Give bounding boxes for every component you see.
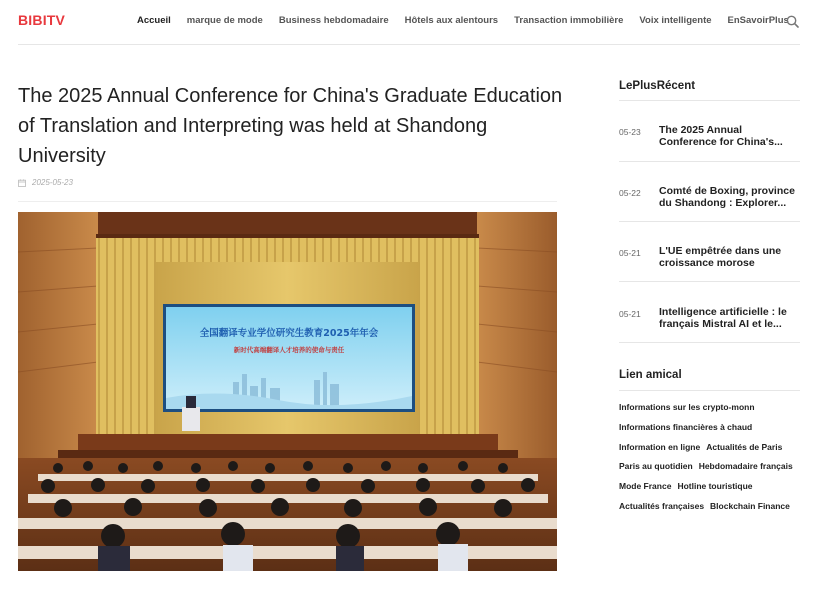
recent-item-date: 05-21 xyxy=(619,248,641,258)
friend-link[interactable]: Informations financières à chaud xyxy=(619,421,753,432)
article-divider xyxy=(18,201,557,202)
recent-item[interactable] xyxy=(619,245,800,308)
nav-item-transaction-immobiliere[interactable]: Transaction immobilière xyxy=(514,15,624,26)
friend-link[interactable]: Mode France xyxy=(619,481,672,492)
article-photo xyxy=(18,212,557,571)
recent-item-date: 05-22 xyxy=(619,188,641,198)
recent-item-title[interactable]: Comté de Boxing, province du Shandong : Explorer... xyxy=(659,185,795,209)
screen-subtitle: 新时代高端翻译人才培养的使命与责任 xyxy=(233,346,345,354)
main-nav xyxy=(137,15,805,26)
friend-link[interactable]: Actualités de Paris xyxy=(706,441,783,452)
nav-item-marque-de-mode[interactable]: marque de mode xyxy=(186,15,263,26)
nav-item-accueil[interactable]: Accueil xyxy=(137,15,171,26)
links-title-divider xyxy=(619,390,800,391)
recent-item[interactable] xyxy=(619,124,800,187)
recent-item-title[interactable]: L'UE empêtrée dans une croissance morose xyxy=(659,245,782,269)
header-divider xyxy=(18,44,800,45)
recent-item-date: 05-21 xyxy=(619,309,641,319)
article-title: The 2025 Annual Conference for China's Graduate Education of Translation and Interpreting was held at Shandong University xyxy=(18,85,563,167)
recent-item[interactable] xyxy=(619,306,800,369)
friend-link[interactable]: Actualités françaises xyxy=(619,500,705,511)
recent-item-divider xyxy=(619,281,800,282)
recent-item-divider xyxy=(619,161,800,162)
friend-link[interactable]: Blockchain Finance xyxy=(710,500,790,511)
friend-link[interactable]: Informations sur les crypto-monn xyxy=(619,402,755,412)
recent-item-date: 05-23 xyxy=(619,127,641,137)
recent-item-title[interactable]: The 2025 Annual Conference for China's... xyxy=(659,124,783,148)
friend-link[interactable]: Paris au quotidien xyxy=(619,461,693,472)
site-logo[interactable]: BIBITV xyxy=(18,12,66,28)
recent-item[interactable] xyxy=(619,185,800,248)
recent-item-title[interactable]: Intelligence artificielle : le français Mistral AI et le... xyxy=(659,306,787,330)
nav-item-voix-intelligente[interactable]: Voix intelligente xyxy=(639,15,712,26)
article-date: 2025-05-23 xyxy=(32,178,73,187)
friend-link[interactable]: Hotline touristique xyxy=(677,481,753,492)
site-header xyxy=(0,0,822,44)
screen-title: 全国翻译专业学位研究生教育2025年年会 xyxy=(199,328,379,339)
recent-title: LePlusRécent xyxy=(619,80,696,92)
friend-links xyxy=(619,400,804,519)
links-title: Lien amical xyxy=(619,369,682,381)
calendar-icon xyxy=(18,179,26,187)
nav-item-business-hebdomadaire[interactable]: Business hebdomadaire xyxy=(278,15,389,26)
recent-title-divider xyxy=(619,100,800,101)
article-meta xyxy=(18,178,73,187)
friend-link[interactable]: Information en ligne xyxy=(619,441,701,452)
search-icon[interactable] xyxy=(786,15,799,28)
nav-item-hotels[interactable]: Hôtels aux alentours xyxy=(404,15,499,26)
recent-item-divider xyxy=(619,342,800,343)
friend-link[interactable]: Hebdomadaire français xyxy=(698,461,793,472)
nav-item-en-savoir-plus[interactable]: EnSavoirPlus xyxy=(727,15,789,26)
recent-item-divider xyxy=(619,221,800,222)
